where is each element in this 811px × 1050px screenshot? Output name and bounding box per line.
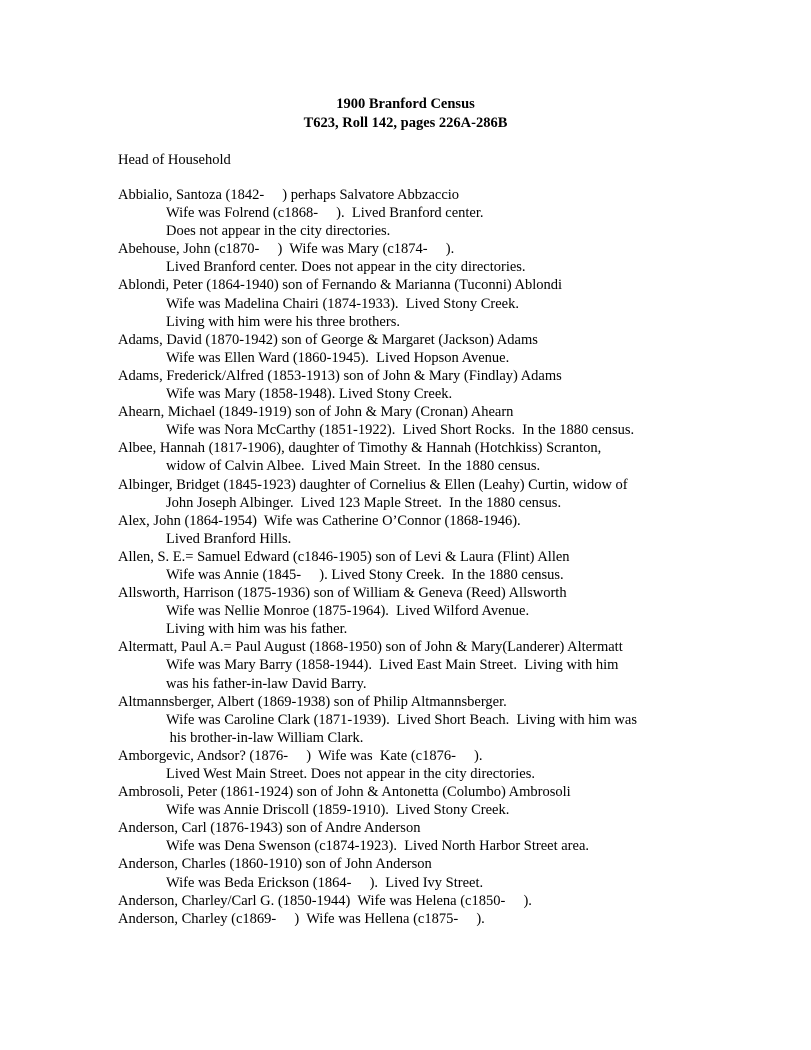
entry-detail-line: Wife was Annie Driscoll (1859-1910). Lived Stony Creek. (166, 802, 510, 819)
entry-head-line: Albee, Hannah (1817-1906), daughter of Timothy & Hannah (Hotchkiss) Scranton, (118, 440, 602, 457)
entry-detail-line: Living with him was his father. (166, 621, 348, 638)
entry-detail-line: Lived Branford center. Does not appear in the city directories. (166, 259, 526, 276)
entry-detail-line: was his father-in-law David Barry. (166, 675, 367, 692)
document-title: 1900 Branford Census (336, 96, 475, 112)
entry-head-line: Abehouse, John (c1870- ) Wife was Mary (c1874- ). (118, 241, 455, 258)
entry-detail-line: Wife was Mary (1858-1948). Lived Stony Creek. (166, 386, 453, 403)
entry-detail-line: Lived West Main Street. Does not appear in the city directories. (166, 766, 536, 782)
entry-head-line: Amborgevic, Andsor? (1876- ) Wife was Kate (c1876- ). (118, 747, 483, 764)
entry-detail-line: Wife was Dena Swenson (c1874-1923). Lived North Harbor Street area. (166, 838, 589, 855)
entry-detail-line: widow of Calvin Albee. Lived Main Street. In the 1880 census. (166, 458, 541, 475)
entry-detail-line: John Joseph Albinger. Lived 123 Maple Street. In the 1880 census. (166, 494, 562, 511)
entry-detail-line: Does not appear in the city directories. (166, 223, 391, 240)
entry-head-line: Ambrosoli, Peter (1861-1924) son of John & Antonetta (Columbo) Ambrosoli (118, 784, 571, 801)
entry-detail-line: Wife was Nora McCarthy (1851-1922). Lived Short Rocks. In the 1880 census. (166, 422, 635, 439)
entry-head-line: Anderson, Charley/Carl G. (1850-1944) Wife was Helena (c1850- ). (118, 892, 532, 909)
entry-detail-line: Wife was Mary Barry (1858-1944). Lived East Main Street. Living with him (166, 657, 619, 674)
entry-head-line: Alex, John (1864-1954) Wife was Catherine O’Connor (1868-1946). (118, 512, 521, 529)
entry-head-line: Altmannsberger, Albert (1869-1938) son of Philip Altmannsberger. (118, 693, 507, 710)
entry-head-line: Anderson, Carl (1876-1943) son of Andre Anderson (118, 820, 421, 837)
entry-detail-line: Wife was Folrend (c1868- ). Lived Branford center. (166, 205, 484, 222)
entry-head-line: Allsworth, Harrison (1875-1936) son of William & Geneva (Reed) Allsworth (118, 585, 567, 602)
entry-detail-line: Wife was Madelina Chairi (1874-1933). Lived Stony Creek. (166, 295, 519, 312)
entry-head-line: Adams, Frederick/Alfred (1853-1913) son of John & Mary (Findlay) Adams (118, 367, 562, 384)
household-entries (118, 186, 798, 928)
document-subtitle: T623, Roll 142, pages 226A-286B (303, 115, 508, 131)
entry-detail-line: Wife was Ellen Ward (1860-1945). Lived Hopson Avenue. (166, 349, 510, 366)
entry-head-line: Albinger, Bridget (1845-1923) daughter of Cornelius & Ellen (Leahy) Curtin, widow of (118, 476, 628, 493)
entry-head-line: Anderson, Charley (c1869- ) Wife was Hellena (c1875- ). (118, 910, 485, 927)
entry-detail-line: his brother-in-law William Clark. (166, 729, 364, 746)
entry-head-line: Adams, David (1870-1942) son of George & Margaret (Jackson) Adams (118, 331, 538, 348)
entry-head-line: Allen, S. E.= Samuel Edward (c1846-1905) son of Levi & Laura (Flint) Allen (118, 548, 570, 565)
entry-head-line: Anderson, Charles (1860-1910) son of John Anderson (118, 856, 432, 873)
entry-detail-line: Wife was Nellie Monroe (1875-1964). Lived Wilford Avenue. (166, 603, 530, 620)
entry-head-line: Altermatt, Paul A.= Paul August (1868-1950) son of John & Mary(Landerer) Altermatt (118, 639, 623, 656)
entry-detail-line: Lived Branford Hills. (166, 530, 292, 547)
entry-head-line: Ablondi, Peter (1864-1940) son of Fernando & Marianna (Tuconni) Ablondi (118, 277, 563, 294)
entry-detail-line: Wife was Caroline Clark (1871-1939). Lived Short Beach. Living with him was (166, 711, 637, 728)
entry-detail-line: Wife was Annie (1845- ). Lived Stony Creek. In the 1880 census. (166, 566, 564, 583)
entry-detail-line: Living with him were his three brothers. (166, 313, 400, 330)
section-heading: Head of Household (118, 152, 231, 168)
entry-detail-line: Wife was Beda Erickson (1864- ). Lived Ivy Street. (166, 874, 484, 891)
entry-head-line: Ahearn, Michael (1849-1919) son of John & Mary (Cronan) Ahearn (118, 404, 514, 421)
entry-head-line: Abbialio, Santoza (1842- ) perhaps Salvatore Abbzaccio (118, 187, 460, 203)
